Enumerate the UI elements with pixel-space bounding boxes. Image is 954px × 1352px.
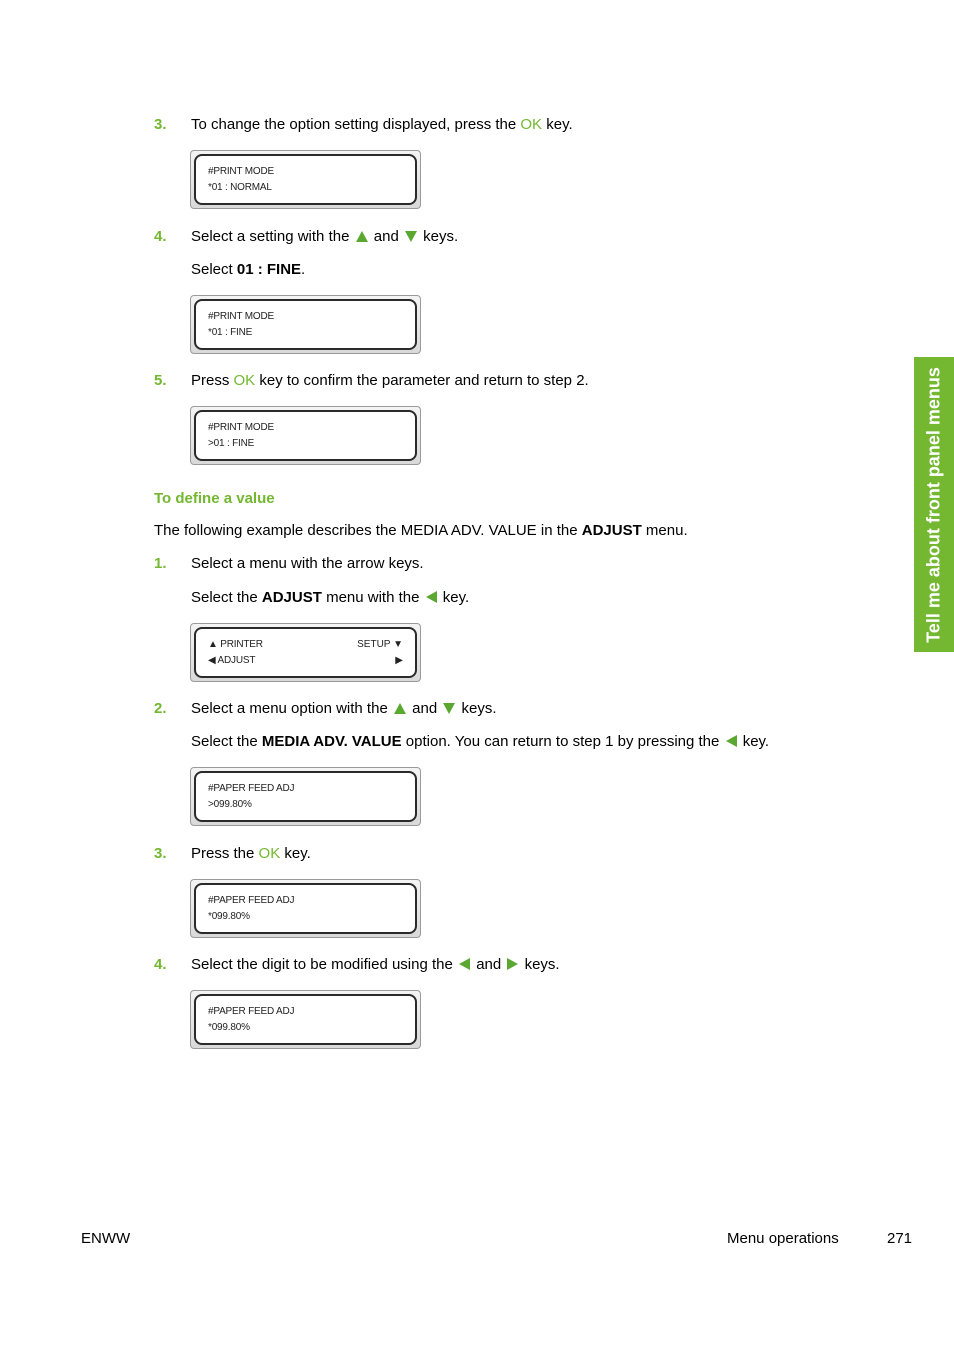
lcd-line-1: #PAPER FEED ADJ (208, 783, 295, 794)
step-text-part: key to confirm the parameter and return to step 2. (255, 372, 589, 389)
step-text-part: Select the digit to be modified using the (191, 956, 458, 973)
step-text: Select a menu with the arrow keys. (191, 555, 424, 572)
ok-key-label: OK (233, 372, 256, 389)
lcd-line-2: *01 : FINE (208, 327, 253, 338)
step-subtext (191, 261, 305, 278)
step-number: 4. (154, 956, 167, 973)
setting-value: 01 : FINE (236, 261, 302, 278)
step-text-part: Select a setting with the (191, 228, 354, 245)
step-text (191, 700, 497, 717)
step-text (191, 956, 560, 973)
section-heading: To define a value (154, 490, 275, 507)
lcd-display (190, 295, 421, 354)
menu-name: ADJUST (261, 589, 322, 606)
lcd-menu-left: ADJUST (217, 655, 256, 666)
step-text-part: key. (542, 116, 573, 133)
up-arrow-icon (356, 231, 368, 242)
left-arrow-icon (426, 591, 437, 603)
step-text-part: Select the (191, 733, 262, 750)
step-text-part: key. (280, 845, 311, 862)
lcd-menu-down: SETUP (357, 639, 391, 650)
lcd-line-2: *01 : NORMAL (208, 182, 272, 193)
step-text-part: option. You can return to step 1 by pressing the (401, 733, 724, 750)
step-number: 3. (154, 845, 167, 862)
step-text (191, 116, 573, 133)
ok-key-label: OK (520, 116, 543, 133)
step-subtext (191, 733, 769, 750)
step-text-part: keys. (423, 228, 459, 245)
step-text-part: and (412, 700, 438, 717)
ok-key-label: OK (258, 845, 281, 862)
intro-text-part: menu. (641, 522, 688, 539)
step-text-part: Press the (191, 845, 259, 862)
step-text-part: key. (738, 733, 770, 750)
lcd-display (190, 623, 421, 682)
step-text-part: menu with the (321, 589, 424, 606)
lcd-display (190, 767, 421, 826)
step-text-part: Select a menu option with the (191, 700, 392, 717)
chapter-side-tab-label: Tell me about front panel menus (923, 366, 944, 643)
up-arrow-icon (394, 703, 406, 714)
step-text-part: and (373, 228, 399, 245)
menu-name: ADJUST (581, 522, 642, 539)
right-arrow-icon (507, 958, 518, 970)
lcd-display (190, 406, 421, 465)
step-text-part: Select (191, 261, 237, 278)
left-arrow-icon (459, 958, 470, 970)
chapter-side-tab (914, 357, 954, 652)
step-text-part: Press (191, 372, 234, 389)
lcd-line-2 (208, 655, 255, 666)
step-subtext (191, 589, 469, 606)
step-text-part: To change the option setting displayed, press the (191, 116, 521, 133)
lcd-line-1-right (357, 639, 403, 650)
step-text (191, 845, 311, 862)
lcd-line-1: #PRINT MODE (208, 166, 274, 177)
page-number: 271 (887, 1230, 913, 1247)
step-text-part: and (476, 956, 502, 973)
lcd-line-1: #PRINT MODE (208, 422, 274, 433)
lcd-line-1: #PAPER FEED ADJ (208, 1006, 295, 1017)
step-text (191, 372, 589, 389)
lcd-line-2: *099.80% (208, 1022, 250, 1033)
down-arrow-icon (443, 703, 455, 714)
intro-text-part: The following example describes the MEDIA ADV. VALUE in the (154, 522, 582, 539)
lcd-display (190, 990, 421, 1049)
footer-left: ENWW (81, 1230, 131, 1247)
lcd-line-1 (208, 639, 263, 650)
lcd-line-2: >01 : FINE (208, 438, 255, 449)
left-arrow-icon: ◀ (208, 655, 218, 666)
step-text-part: keys. (461, 700, 497, 717)
lcd-line-1: #PRINT MODE (208, 311, 274, 322)
step-number: 3. (154, 116, 167, 133)
left-arrow-icon (726, 735, 737, 747)
lcd-display (190, 879, 421, 938)
step-text-part: Select the (191, 589, 262, 606)
lcd-line-2: *099.80% (208, 911, 250, 922)
lcd-display (190, 150, 421, 209)
lcd-line-1: #PAPER FEED ADJ (208, 895, 295, 906)
step-number: 1. (154, 555, 167, 572)
section-intro (154, 522, 688, 539)
down-arrow-icon: ▼ (390, 639, 403, 650)
step-number: 2. (154, 700, 167, 717)
step-number: 5. (154, 372, 167, 389)
step-text (191, 228, 458, 245)
lcd-line-2: >099.80% (208, 799, 252, 810)
step-text-part: keys. (524, 956, 560, 973)
step-text-part: key. (438, 589, 470, 606)
up-arrow-icon: ▲ (208, 639, 221, 650)
lcd-menu-up: PRINTER (220, 639, 263, 650)
right-arrow-icon: ▶ (395, 655, 403, 666)
step-text-part: . (301, 261, 306, 278)
step-number: 4. (154, 228, 167, 245)
option-name: MEDIA ADV. VALUE (261, 733, 402, 750)
down-arrow-icon (405, 231, 417, 242)
footer-section: Menu operations (727, 1230, 839, 1247)
